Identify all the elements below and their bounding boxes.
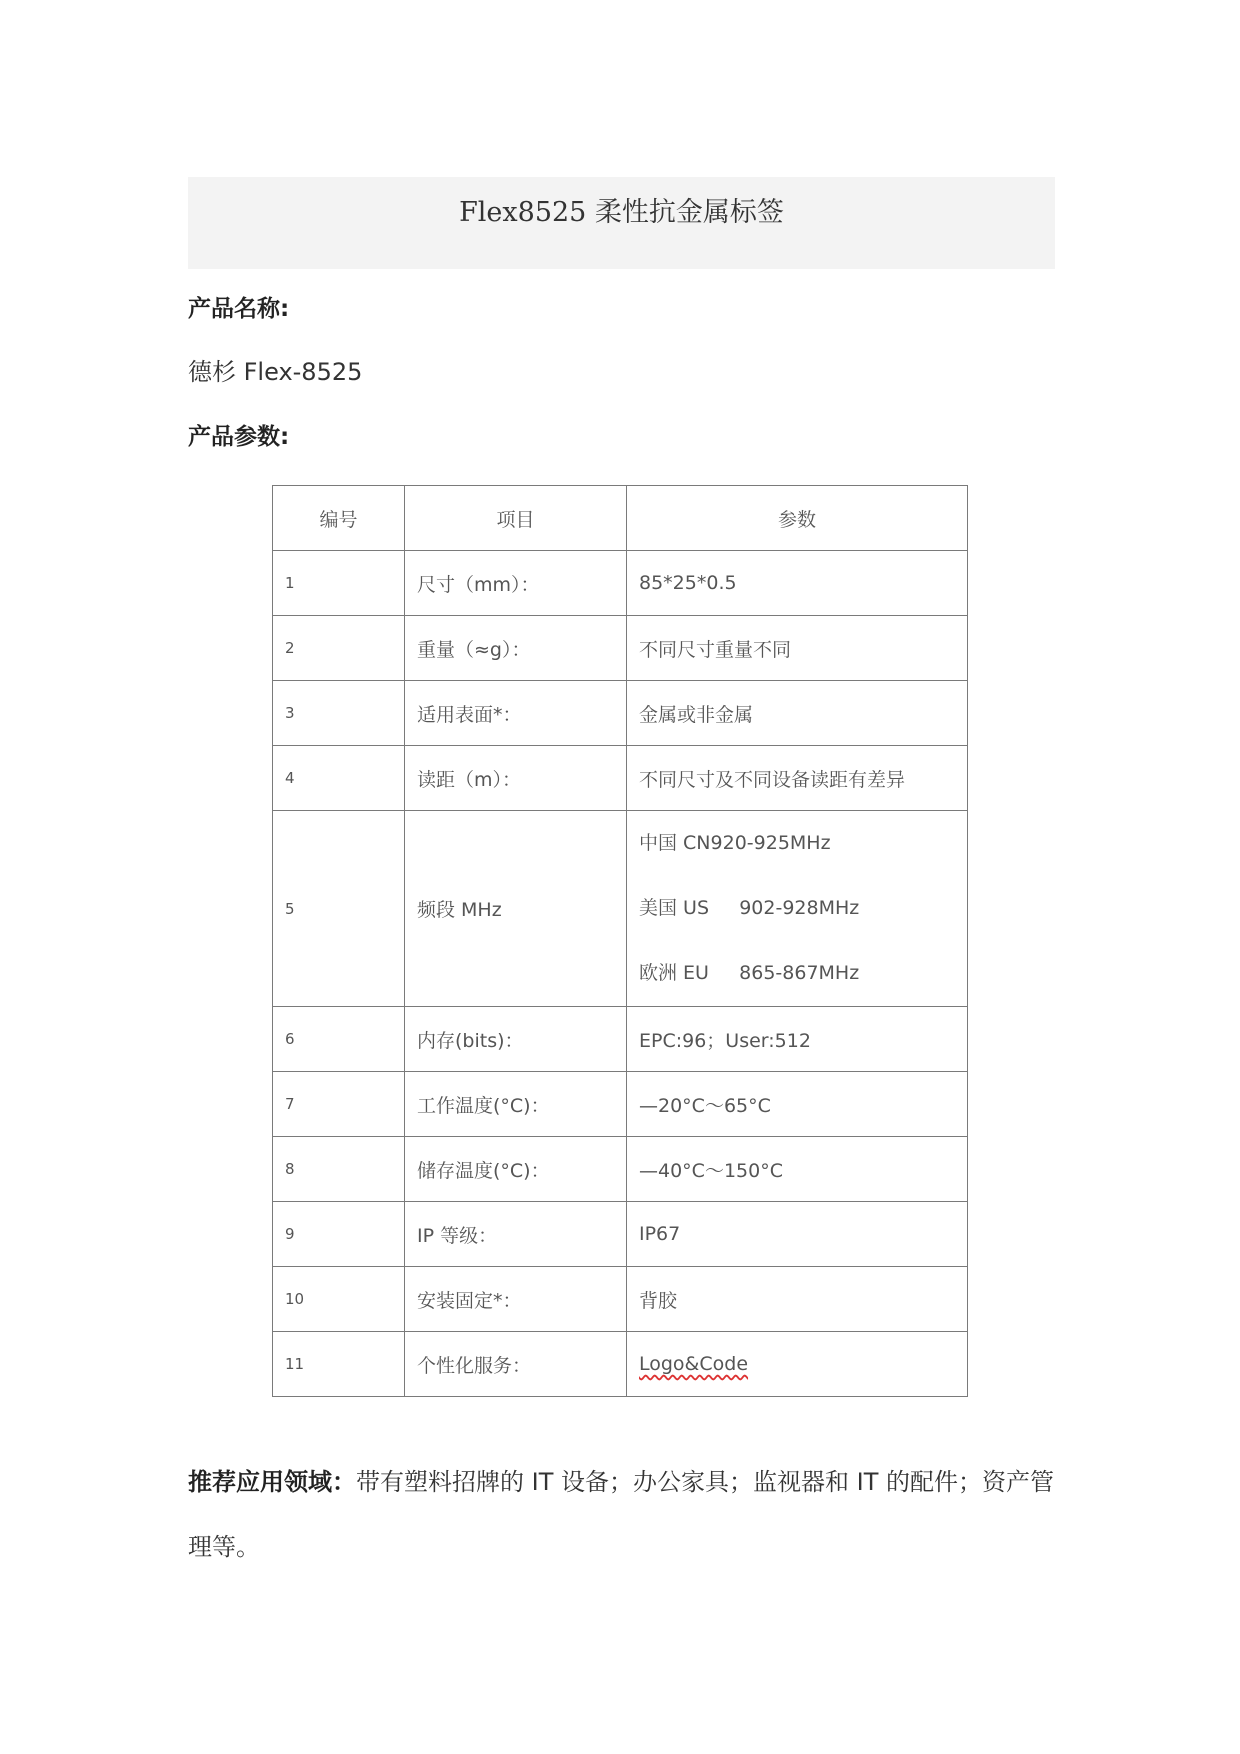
row-value: 不同尺寸及不同设备读距有差异 [627,746,968,811]
row-value: IP67 [627,1202,968,1267]
table-row [273,551,968,616]
table-row [273,1072,968,1137]
row-item: 重量（≈g）： [405,616,627,681]
table-row [273,811,968,1007]
freq-line-eu: 欧洲 EU 865-867MHz [639,962,860,984]
row-value: 金属或非金属 [627,681,968,746]
table-row [273,1202,968,1267]
row-value: 背胶 [627,1267,968,1332]
row-item: 频段 MHz [405,811,627,1007]
header-num: 编号 [273,486,405,551]
row-item: 储存温度(°C)： [405,1137,627,1202]
row-value: EPC:96；User:512 [627,1007,968,1072]
row-num: 1 [273,551,405,616]
document-title: Flex8525 柔性抗金属标签 [188,177,1055,269]
row-num: 7 [273,1072,405,1137]
header-item: 项目 [405,486,627,551]
row-item: 尺寸（mm）： [405,551,627,616]
recommend-label: 推荐应用领域： [188,1468,356,1496]
row-num: 3 [273,681,405,746]
row-item: 安装固定*： [405,1267,627,1332]
table-row [273,681,968,746]
table-header-row [273,486,968,551]
row-num: 11 [273,1332,405,1397]
product-name-heading: 产品名称: [188,296,290,322]
freq-line-cn: 中国 CN920-925MHz [639,832,831,854]
row-num: 5 [273,811,405,1007]
row-value: —40°C～150°C [627,1137,968,1202]
product-name: 德杉 Flex-8525 [188,358,363,386]
table-row [273,1267,968,1332]
row-num: 10 [273,1267,405,1332]
row-value: 85*25*0.5 [627,551,968,616]
row-num: 6 [273,1007,405,1072]
recommend-paragraph [188,1450,1058,1580]
table-row [273,616,968,681]
row-value [627,811,968,1007]
row-item: 读距（m）： [405,746,627,811]
row-item: 工作温度(°C)： [405,1072,627,1137]
row-item: 内存(bits)： [405,1007,627,1072]
recommend-text: 带有塑料招牌的 IT 设备；办公家具；监视器和 IT 的配件；资产管理等。 [188,1468,1054,1561]
spec-table [272,485,968,1397]
freq-line-us: 美国 US 902-928MHz [639,897,860,919]
row-num: 4 [273,746,405,811]
row-num: 2 [273,616,405,681]
row-item: 适用表面*： [405,681,627,746]
row-num: 8 [273,1137,405,1202]
table-row [273,1007,968,1072]
logo-code-value: Logo&Code [639,1353,749,1375]
header-value: 参数 [627,486,968,551]
table-row [273,746,968,811]
row-item: IP 等级： [405,1202,627,1267]
table-row [273,1332,968,1397]
row-num: 9 [273,1202,405,1267]
params-heading: 产品参数: [188,424,290,450]
row-value: 不同尺寸重量不同 [627,616,968,681]
row-item: 个性化服务： [405,1332,627,1397]
row-value [627,1332,968,1397]
row-value: —20°C～65°C [627,1072,968,1137]
table-row [273,1137,968,1202]
